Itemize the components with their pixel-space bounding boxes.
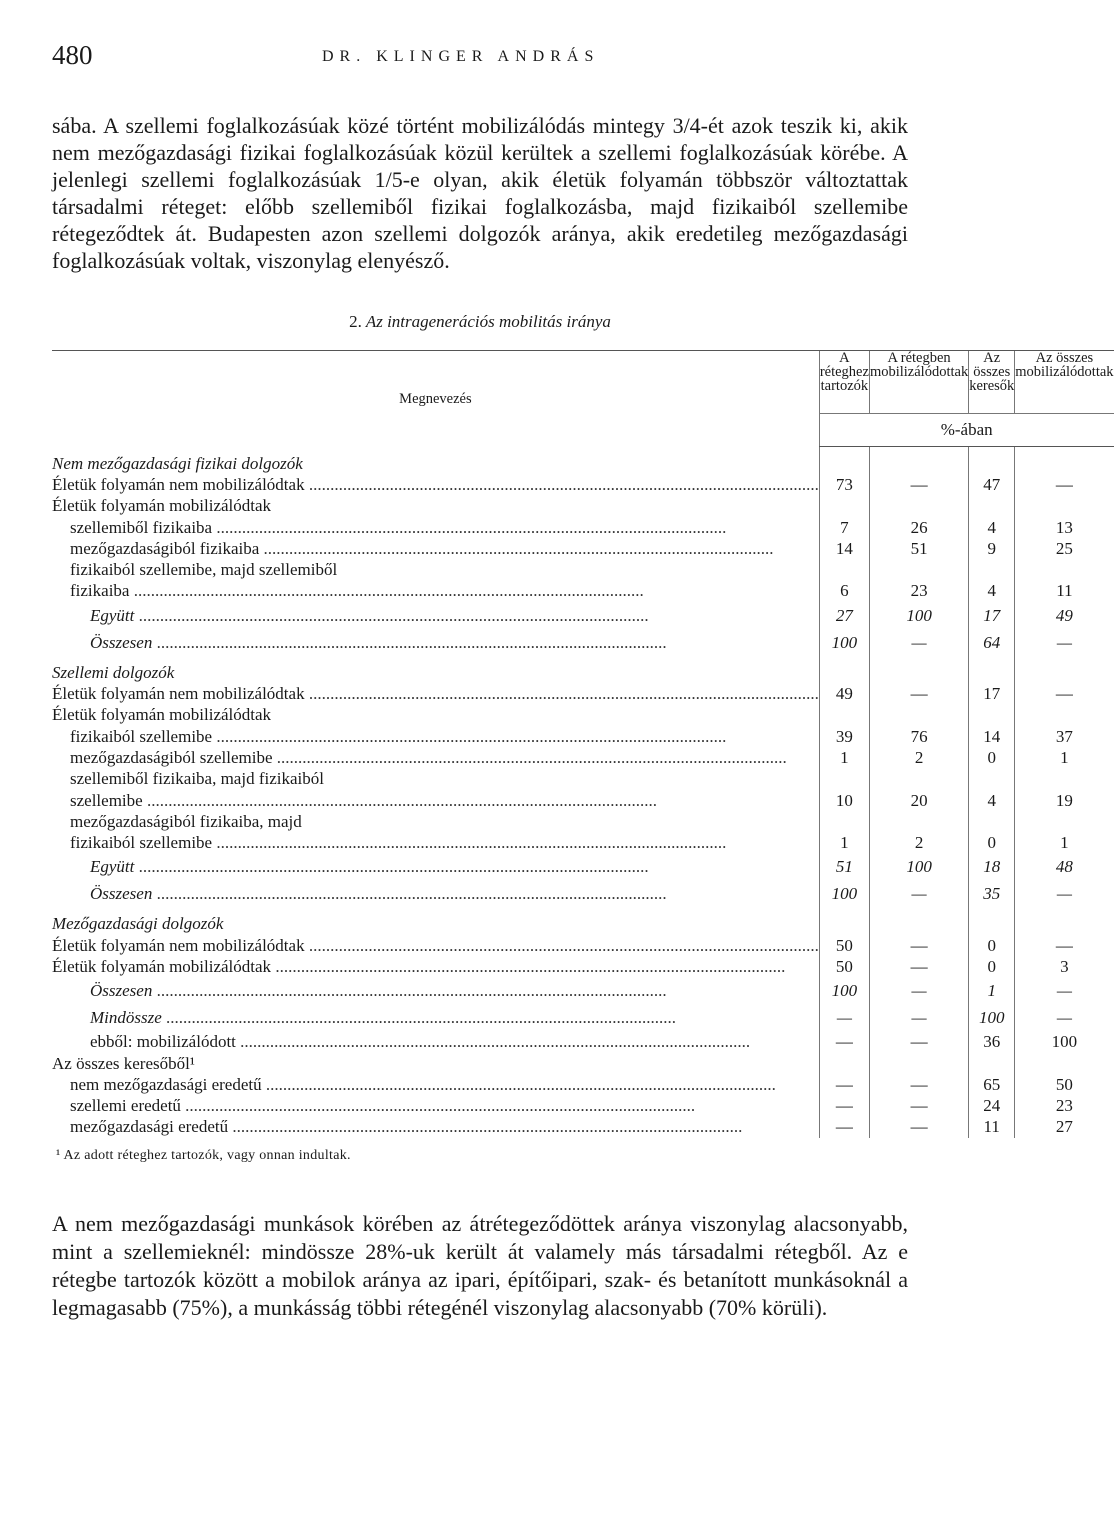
row-label <box>52 1031 819 1052</box>
value-cell: 26 <box>869 516 968 537</box>
value-cell <box>969 495 1015 516</box>
row-label-text: mezőgazdaságiból fizikaiba, majd <box>70 811 302 831</box>
unit-header: %-ában <box>819 414 1113 447</box>
value-cell: — <box>869 956 968 977</box>
table-row <box>52 516 1114 537</box>
value-cell: 10 <box>819 789 869 810</box>
value-cell: — <box>869 629 968 656</box>
value-cell: 23 <box>869 580 968 601</box>
leader-dots: ........................................................................................................................ <box>304 474 819 494</box>
table-row <box>52 768 1114 789</box>
table-row <box>52 495 1114 516</box>
section-row <box>52 447 1114 474</box>
row-label-text: szellemiből fizikaiba, majd fizikaiból <box>70 769 324 789</box>
row-label-text: mezőgazdasági eredetű <box>70 1117 229 1137</box>
empty-cell <box>819 656 869 683</box>
value-cell: — <box>819 1095 869 1116</box>
value-cell: 4 <box>969 580 1015 601</box>
row-label-text: szellemibe <box>70 790 143 810</box>
row-label-text: Együtt <box>90 857 135 877</box>
value-cell: 4 <box>969 516 1015 537</box>
value-cell <box>819 768 869 789</box>
table-row <box>52 853 1114 880</box>
value-cell <box>819 1052 869 1073</box>
col-header-2: A rétegben mobilizálódottak <box>869 351 968 414</box>
table-row <box>52 1116 1114 1137</box>
table-title-text: Az intragenerációs mobilitás iránya <box>365 312 611 331</box>
empty-cell <box>819 907 869 934</box>
label-column-header: Megnevezés <box>52 351 819 447</box>
value-cell: 39 <box>819 725 869 746</box>
value-cell: — <box>1015 474 1114 495</box>
row-label-text: mezőgazdaságiból fizikaiba <box>70 538 260 558</box>
value-cell: 4 <box>969 789 1015 810</box>
value-cell: 18 <box>969 853 1015 880</box>
section-title: Nem mezőgazdasági fizikai dolgozók <box>52 453 303 473</box>
value-cell: — <box>1015 1004 1114 1031</box>
table-row <box>52 559 1114 580</box>
leader-dots: ........................................................................................................................ <box>212 726 727 746</box>
value-cell: — <box>1015 935 1114 956</box>
row-label <box>52 880 819 907</box>
intro-paragraph: sába. A szellemi foglalkozásúak közé történt mobilizálódás mintegy 3/4-ét azok teszik ki, akik nem mezőgazdasági fizikai foglalkozásúak közül kerültek a szellemi foglalkozásúak körébe. A jelenlegi szellemi foglalkozásúak 1/5-e olyan, akik életük folyamán többször változtattak társadalmi réteget: előbb szellemiből fizikai foglalkozásba, majd fizikaiból szellemibe rétegeződtek át. Budapesten azon szellemi dolgozók aránya, akik eredetileg mezőgazdasági foglalkozásúak voltak, viszonylag elenyésző. <box>52 113 908 273</box>
table-row <box>52 832 1114 853</box>
value-cell: 65 <box>969 1074 1015 1095</box>
row-label <box>52 1052 819 1073</box>
value-cell: 64 <box>969 629 1015 656</box>
table-row <box>52 602 1114 629</box>
value-cell <box>1015 495 1114 516</box>
empty-cell <box>1015 907 1114 934</box>
row-label-text: Együtt <box>90 605 135 625</box>
empty-cell <box>969 907 1015 934</box>
value-cell: 20 <box>869 789 968 810</box>
empty-cell <box>1015 656 1114 683</box>
leader-dots: ........................................................................................................................ <box>161 1008 677 1028</box>
empty-cell <box>819 447 869 474</box>
row-label-text: fizikaiba <box>70 581 130 601</box>
leader-dots: ........................................................................................................................ <box>180 1096 696 1116</box>
value-cell <box>869 811 968 832</box>
value-cell: 51 <box>869 538 968 559</box>
table-row <box>52 629 1114 656</box>
value-cell: 100 <box>1015 1031 1114 1052</box>
row-label-text: fizikaiból szellemibe <box>70 833 213 853</box>
value-cell: 36 <box>969 1031 1015 1052</box>
row-label <box>52 811 819 832</box>
value-cell: 13 <box>1015 516 1114 537</box>
empty-cell <box>969 447 1015 474</box>
value-cell <box>819 704 869 725</box>
closing-paragraph: A nem mezőgazdasági munkások körében az átrétegeződöttek aránya viszonylag alacsonyabb, mint a szellemieknél: mindössze 28%-uk került át valamely más társadalmi rétegből. Az e rétegbe tartozók között a mobilok aránya az ipari, építőipari, szak- és betanított munkásoknál a legmagasabb (75%), a munkásság többi rétegénél viszonylag alacsonyabb (70% körüli). <box>52 1210 908 1320</box>
row-label <box>52 1004 819 1031</box>
value-cell: 17 <box>969 602 1015 629</box>
value-cell: 100 <box>819 629 869 656</box>
table-row <box>52 474 1114 495</box>
value-cell: 100 <box>819 880 869 907</box>
row-label-text: Összesen <box>90 981 153 1001</box>
value-cell: 27 <box>819 602 869 629</box>
row-label <box>52 956 819 977</box>
row-label-text: Életük folyamán mobilizálódtak <box>52 705 272 725</box>
row-label-text: Életük folyamán mobilizálódtak <box>52 956 272 976</box>
row-label <box>52 1095 819 1116</box>
value-cell: — <box>1015 880 1114 907</box>
value-cell <box>869 1052 968 1073</box>
col-header-1: A réteghez tartozók <box>819 351 869 414</box>
row-label <box>52 683 819 704</box>
footnote: ¹ Az adott réteghez tartozók, vagy onnan indultak. <box>56 1147 351 1163</box>
value-cell: — <box>819 1031 869 1052</box>
value-cell <box>1015 704 1114 725</box>
leader-dots: ........................................................................................................................ <box>134 857 649 877</box>
value-cell: 0 <box>969 935 1015 956</box>
value-cell: 47 <box>969 474 1015 495</box>
value-cell: 50 <box>819 956 869 977</box>
value-cell: 49 <box>819 683 869 704</box>
running-head: DR. KLINGER ANDRÁS <box>322 48 600 65</box>
row-label-text: fizikaiból szellemibe, majd szellemiből <box>70 560 338 580</box>
row-label <box>52 789 819 810</box>
row-label <box>52 853 819 880</box>
row-label-text: Életük folyamán mobilizálódtak <box>52 496 272 516</box>
value-cell: 23 <box>1015 1095 1114 1116</box>
value-cell: 100 <box>819 977 869 1004</box>
page-number: 480 <box>52 40 93 70</box>
leader-dots: ........................................................................................................................ <box>259 538 774 558</box>
row-label <box>52 1074 819 1095</box>
empty-cell <box>1015 447 1114 474</box>
value-cell: — <box>869 1074 968 1095</box>
value-cell: — <box>869 880 968 907</box>
value-cell: 100 <box>969 1004 1015 1031</box>
row-label <box>52 559 819 580</box>
row-label-text: szellemiből fizikaiba <box>70 517 213 537</box>
leader-dots: ........................................................................................................................ <box>272 747 787 767</box>
value-cell: 50 <box>1015 1074 1114 1095</box>
leader-dots: ........................................................................................................................ <box>142 790 657 810</box>
table-row <box>52 956 1114 977</box>
value-cell: 35 <box>969 880 1015 907</box>
value-cell: 11 <box>969 1116 1015 1137</box>
mobility-table <box>52 350 1114 1138</box>
table-title <box>52 312 908 332</box>
leader-dots: ........................................................................................................................ <box>212 833 727 853</box>
table-row <box>52 1052 1114 1073</box>
leader-dots: ........................................................................................................................ <box>152 884 667 904</box>
empty-cell <box>869 907 968 934</box>
value-cell: 7 <box>819 516 869 537</box>
section-title: Szellemi dolgozók <box>52 662 175 682</box>
row-label-text: Összesen <box>90 884 153 904</box>
table-row <box>52 580 1114 601</box>
value-cell: 100 <box>869 602 968 629</box>
row-label <box>52 629 819 656</box>
value-cell <box>869 768 968 789</box>
value-cell: — <box>869 1031 968 1052</box>
row-label-text: ebből: mobilizálódott <box>90 1032 236 1052</box>
table-row <box>52 811 1114 832</box>
col-header-4: Az összes mobilizálódottak <box>1015 351 1114 414</box>
page-header <box>52 36 908 76</box>
value-cell: 76 <box>869 725 968 746</box>
table-row <box>52 1004 1114 1031</box>
value-cell: 1 <box>819 832 869 853</box>
table-row <box>52 704 1114 725</box>
value-cell: 1 <box>969 977 1015 1004</box>
row-label <box>52 768 819 789</box>
value-cell: — <box>869 977 968 1004</box>
value-cell: 14 <box>819 538 869 559</box>
value-cell <box>969 704 1015 725</box>
table-row <box>52 1031 1114 1052</box>
value-cell: — <box>869 683 968 704</box>
value-cell <box>819 811 869 832</box>
table-row <box>52 977 1114 1004</box>
value-cell: 24 <box>969 1095 1015 1116</box>
value-cell: 19 <box>1015 789 1114 810</box>
value-cell <box>969 811 1015 832</box>
value-cell <box>1015 559 1114 580</box>
leader-dots: ........................................................................................................................ <box>129 581 644 601</box>
value-cell: — <box>819 1074 869 1095</box>
row-label <box>52 935 819 956</box>
row-label <box>52 516 819 537</box>
value-cell: — <box>869 1004 968 1031</box>
value-cell: 0 <box>969 747 1015 768</box>
value-cell <box>969 768 1015 789</box>
section-row <box>52 656 1114 683</box>
value-cell <box>1015 1052 1114 1073</box>
row-label-text: szellemi eredetű <box>70 1096 181 1116</box>
value-cell: — <box>1015 683 1114 704</box>
value-cell: 2 <box>869 747 968 768</box>
leader-dots: ........................................................................................................................ <box>134 605 649 625</box>
table-row <box>52 935 1114 956</box>
value-cell: 73 <box>819 474 869 495</box>
value-cell: — <box>869 1095 968 1116</box>
row-label <box>52 538 819 559</box>
leader-dots: ........................................................................................................................ <box>212 517 727 537</box>
row-label <box>52 977 819 1004</box>
value-cell: 48 <box>1015 853 1114 880</box>
row-label <box>52 747 819 768</box>
value-cell: 37 <box>1015 725 1114 746</box>
value-cell: 1 <box>819 747 869 768</box>
leader-dots: ........................................................................................................................ <box>271 956 786 976</box>
value-cell: 100 <box>869 853 968 880</box>
value-cell <box>869 559 968 580</box>
value-cell: 17 <box>969 683 1015 704</box>
value-cell: 2 <box>869 832 968 853</box>
row-label-text: mezőgazdaságiból szellemibe <box>70 747 273 767</box>
row-label <box>52 495 819 516</box>
value-cell <box>1015 811 1114 832</box>
value-cell: 14 <box>969 725 1015 746</box>
value-cell <box>819 495 869 516</box>
leader-dots: ........................................................................................................................ <box>235 1032 751 1052</box>
value-cell: 1 <box>1015 832 1114 853</box>
row-label <box>52 474 819 495</box>
empty-cell <box>869 447 968 474</box>
table-number: 2. <box>349 312 362 331</box>
value-cell: 51 <box>819 853 869 880</box>
row-label <box>52 832 819 853</box>
row-label-text: fizikaiból szellemibe <box>70 726 213 746</box>
value-cell: — <box>819 1116 869 1137</box>
row-label <box>52 580 819 601</box>
empty-cell <box>969 656 1015 683</box>
leader-dots: ........................................................................................................................ <box>152 981 667 1001</box>
section-title: Mezőgazdasági dolgozók <box>52 914 224 934</box>
value-cell: — <box>1015 629 1114 656</box>
value-cell: 27 <box>1015 1116 1114 1137</box>
leader-dots: ........................................................................................................................ <box>304 935 819 955</box>
value-cell: 50 <box>819 935 869 956</box>
value-cell: 11 <box>1015 580 1114 601</box>
row-label-text: Életük folyamán nem mobilizálódtak <box>52 474 305 494</box>
value-cell: — <box>819 1004 869 1031</box>
row-label-text: Életük folyamán nem mobilizálódtak <box>52 684 305 704</box>
row-label <box>52 1116 819 1137</box>
table-row <box>52 683 1114 704</box>
value-cell: 0 <box>969 832 1015 853</box>
row-label-text: Mindössze <box>90 1008 162 1028</box>
col-header-3: Az összes keresők <box>969 351 1015 414</box>
value-cell <box>969 559 1015 580</box>
value-cell <box>969 1052 1015 1073</box>
row-label <box>52 725 819 746</box>
value-cell: 3 <box>1015 956 1114 977</box>
value-cell: 9 <box>969 538 1015 559</box>
leader-dots: ........................................................................................................................ <box>152 632 667 652</box>
value-cell: — <box>869 474 968 495</box>
table-row <box>52 789 1114 810</box>
page <box>52 36 1114 1322</box>
table-body <box>52 447 1114 1138</box>
table-row <box>52 1095 1114 1116</box>
value-cell <box>819 559 869 580</box>
row-label-text: Életük folyamán nem mobilizálódtak <box>52 935 305 955</box>
row-label <box>52 602 819 629</box>
value-cell: 25 <box>1015 538 1114 559</box>
value-cell: — <box>869 935 968 956</box>
row-label-text: nem mezőgazdasági eredetű <box>70 1074 262 1094</box>
leader-dots: ........................................................................................................................ <box>304 684 819 704</box>
table-row <box>52 880 1114 907</box>
value-cell <box>869 704 968 725</box>
value-cell: 49 <box>1015 602 1114 629</box>
table-row <box>52 725 1114 746</box>
value-cell: 0 <box>969 956 1015 977</box>
value-cell <box>869 495 968 516</box>
section-row <box>52 907 1114 934</box>
leader-dots: ........................................................................................................................ <box>228 1117 743 1137</box>
row-label-text: Az összes keresőből¹ <box>52 1053 195 1073</box>
value-cell: — <box>1015 977 1114 1004</box>
table-row <box>52 747 1114 768</box>
table-row <box>52 1074 1114 1095</box>
row-label <box>52 704 819 725</box>
value-cell <box>1015 768 1114 789</box>
value-cell: — <box>869 1116 968 1137</box>
value-cell: 1 <box>1015 747 1114 768</box>
value-cell: 6 <box>819 580 869 601</box>
row-label-text: Összesen <box>90 632 153 652</box>
leader-dots: ........................................................................................................................ <box>261 1074 776 1094</box>
table-row <box>52 538 1114 559</box>
empty-cell <box>869 656 968 683</box>
